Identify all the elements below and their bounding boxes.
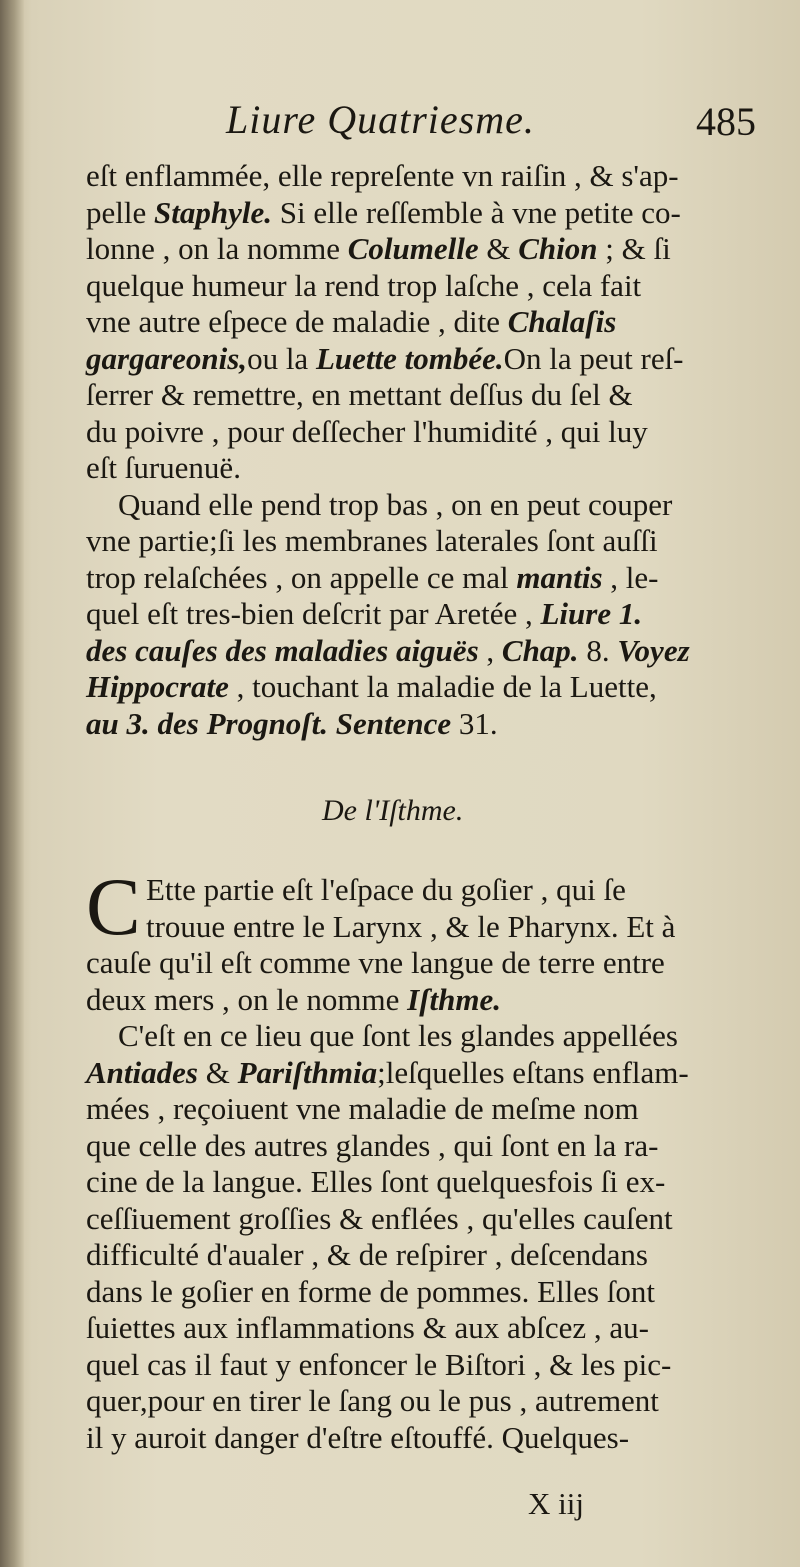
text-run: eſt enflammée, elle repreſente vn raiſin , & s'ap- — [86, 158, 679, 193]
text-run: du poivre , pour deſſecher l'humidité , qui luy — [86, 413, 648, 449]
text-line — [86, 1310, 776, 1347]
text-line — [86, 158, 776, 195]
italic-term: gargareonis, — [86, 340, 248, 376]
text-line — [86, 1274, 776, 1311]
text-line — [86, 377, 776, 414]
paragraph-isthme — [86, 861, 776, 1018]
text-run: mées , reçoiuent vne maladie de meſme nom — [86, 1091, 639, 1126]
paragraph-luette — [86, 158, 776, 487]
italic-term: Antiades — [86, 1054, 198, 1090]
italic-term: Staphyle. — [154, 194, 272, 230]
text-line — [86, 560, 776, 597]
paragraph-glandes — [86, 1018, 776, 1456]
signature-mark: X iij — [528, 1486, 584, 1521]
page-header — [86, 96, 776, 150]
text-run: deux mers , on le nomme — [86, 981, 408, 1017]
text-line — [86, 633, 776, 670]
text-run: C'eſt en ce lieu que ſont les glandes appellées — [118, 1018, 678, 1053]
text-run: ceſſiuement groſſies & enflées , qu'elles cauſent — [86, 1200, 673, 1236]
text-run: cauſe qu'il eſt comme vne langue de terre entre — [86, 945, 665, 980]
book-spine — [0, 0, 24, 1567]
italic-term: au 3. des Prognoſt. Sentence — [86, 705, 452, 741]
italic-term: Pariſthmia — [237, 1054, 378, 1090]
text-run: ſerrer & remettre, en mettant deſſus du ſel & — [86, 377, 633, 412]
text-line — [86, 1128, 776, 1165]
text-run: , touchant la maladie de la Luette, — [228, 669, 657, 704]
text-line — [86, 231, 776, 268]
text-line — [86, 523, 776, 560]
text-run: ſuiettes aux inflammations & aux abſcez , au- — [86, 1310, 649, 1345]
text-run: quel eſt tres-bien deſcrit par Aretée , — [86, 596, 541, 631]
text-line — [86, 341, 776, 378]
text-run: pelle — [86, 194, 154, 230]
text-line — [86, 1347, 776, 1384]
text-line — [86, 268, 776, 305]
text-run: cine de la langue. Elles ſont quelquesfois ſi ex- — [86, 1164, 666, 1199]
text-run: ;leſquelles eſtans enflam- — [377, 1054, 689, 1090]
text-run: vne partie;ſi les membranes laterales ſont auſſi — [86, 523, 658, 558]
text-run: trouue entre le Larynx , & le Pharynx. Et à — [146, 908, 676, 944]
text-run: Ette partie eſt l'eſpace du goſier , qui ſe — [146, 872, 626, 907]
text-run: Quand elle pend trop bas , on en peut couper — [118, 486, 673, 522]
text-line — [86, 1164, 776, 1201]
italic-term: Chap. — [501, 632, 579, 668]
text-line — [86, 945, 776, 982]
text-run: , le- — [602, 559, 659, 595]
text-run: quel cas il faut y enfoncer le Biſtori , & les pic- — [86, 1346, 672, 1382]
text-run: & — [197, 1054, 238, 1090]
text-line — [86, 1237, 776, 1274]
text-line — [86, 669, 776, 706]
text-line — [86, 414, 776, 451]
text-block — [86, 96, 776, 1456]
italic-term: Columelle — [347, 231, 479, 266]
italic-term: Liure 1. — [540, 596, 643, 631]
running-title: Liure Quatriesme. — [226, 97, 535, 142]
text-line — [86, 195, 776, 232]
italic-term: mantis — [516, 559, 603, 595]
text-line — [86, 450, 776, 487]
text-run: Si elle reſſemble à vne petite co- — [271, 194, 681, 230]
text-line — [86, 487, 776, 524]
text-run: 31. — [451, 705, 498, 741]
text-run: ou la — [247, 340, 316, 376]
text-line — [86, 304, 776, 341]
text-line — [86, 982, 776, 1019]
italic-term: Luette tombée. — [315, 340, 504, 376]
text-run: que celle des autres glandes , qui ſont en la ra- — [86, 1127, 659, 1163]
text-line — [86, 1055, 776, 1092]
text-run: , — [478, 632, 502, 668]
text-line — [86, 872, 776, 909]
text-run: lonne , on la nomme — [86, 231, 348, 266]
text-run: il y auroit danger d'eſtre eſtouffé. Quelques- — [86, 1419, 630, 1455]
text-run: ; & ſi — [597, 231, 671, 266]
drop-cap: C — [86, 861, 141, 952]
text-run: difficulté d'aualer , & de reſpirer , deſcendans — [86, 1237, 648, 1272]
text-run: 8. — [578, 632, 618, 668]
italic-term: Chion — [518, 231, 598, 266]
text-run: trop relaſchées , on appelle ce mal — [86, 559, 517, 595]
text-run: vne autre eſpece de maladie , dite — [86, 304, 508, 339]
text-run: quelque humeur la rend trop laſche , cela fait — [86, 267, 642, 303]
page-number: 485 — [696, 99, 756, 144]
italic-term: Iſthme. — [407, 981, 502, 1017]
text-run: On la peut reſ- — [503, 340, 684, 376]
text-run: & — [478, 231, 519, 266]
italic-term: Voyez — [617, 632, 690, 668]
text-line — [86, 1383, 776, 1420]
text-line — [86, 909, 776, 946]
section-title: De l'Iſthme. — [322, 794, 464, 827]
text-line — [86, 1018, 776, 1055]
italic-term: Chalaſis — [507, 304, 617, 339]
text-run: eſt ſuruenuë. — [86, 450, 241, 485]
text-line — [86, 706, 776, 743]
text-line — [86, 1201, 776, 1238]
paragraph-luette-continued — [86, 487, 776, 743]
text-line — [86, 1091, 776, 1128]
italic-term: des cauſes des maladies aiguës — [86, 632, 479, 668]
text-line — [86, 1420, 776, 1457]
text-run: dans le goſier en forme de pommes. Elles ſont — [86, 1273, 656, 1309]
text-run: quer,pour en tirer le ſang ou le pus , autrement — [86, 1383, 659, 1418]
italic-term: Hippocrate — [86, 669, 229, 704]
text-line — [86, 596, 776, 633]
